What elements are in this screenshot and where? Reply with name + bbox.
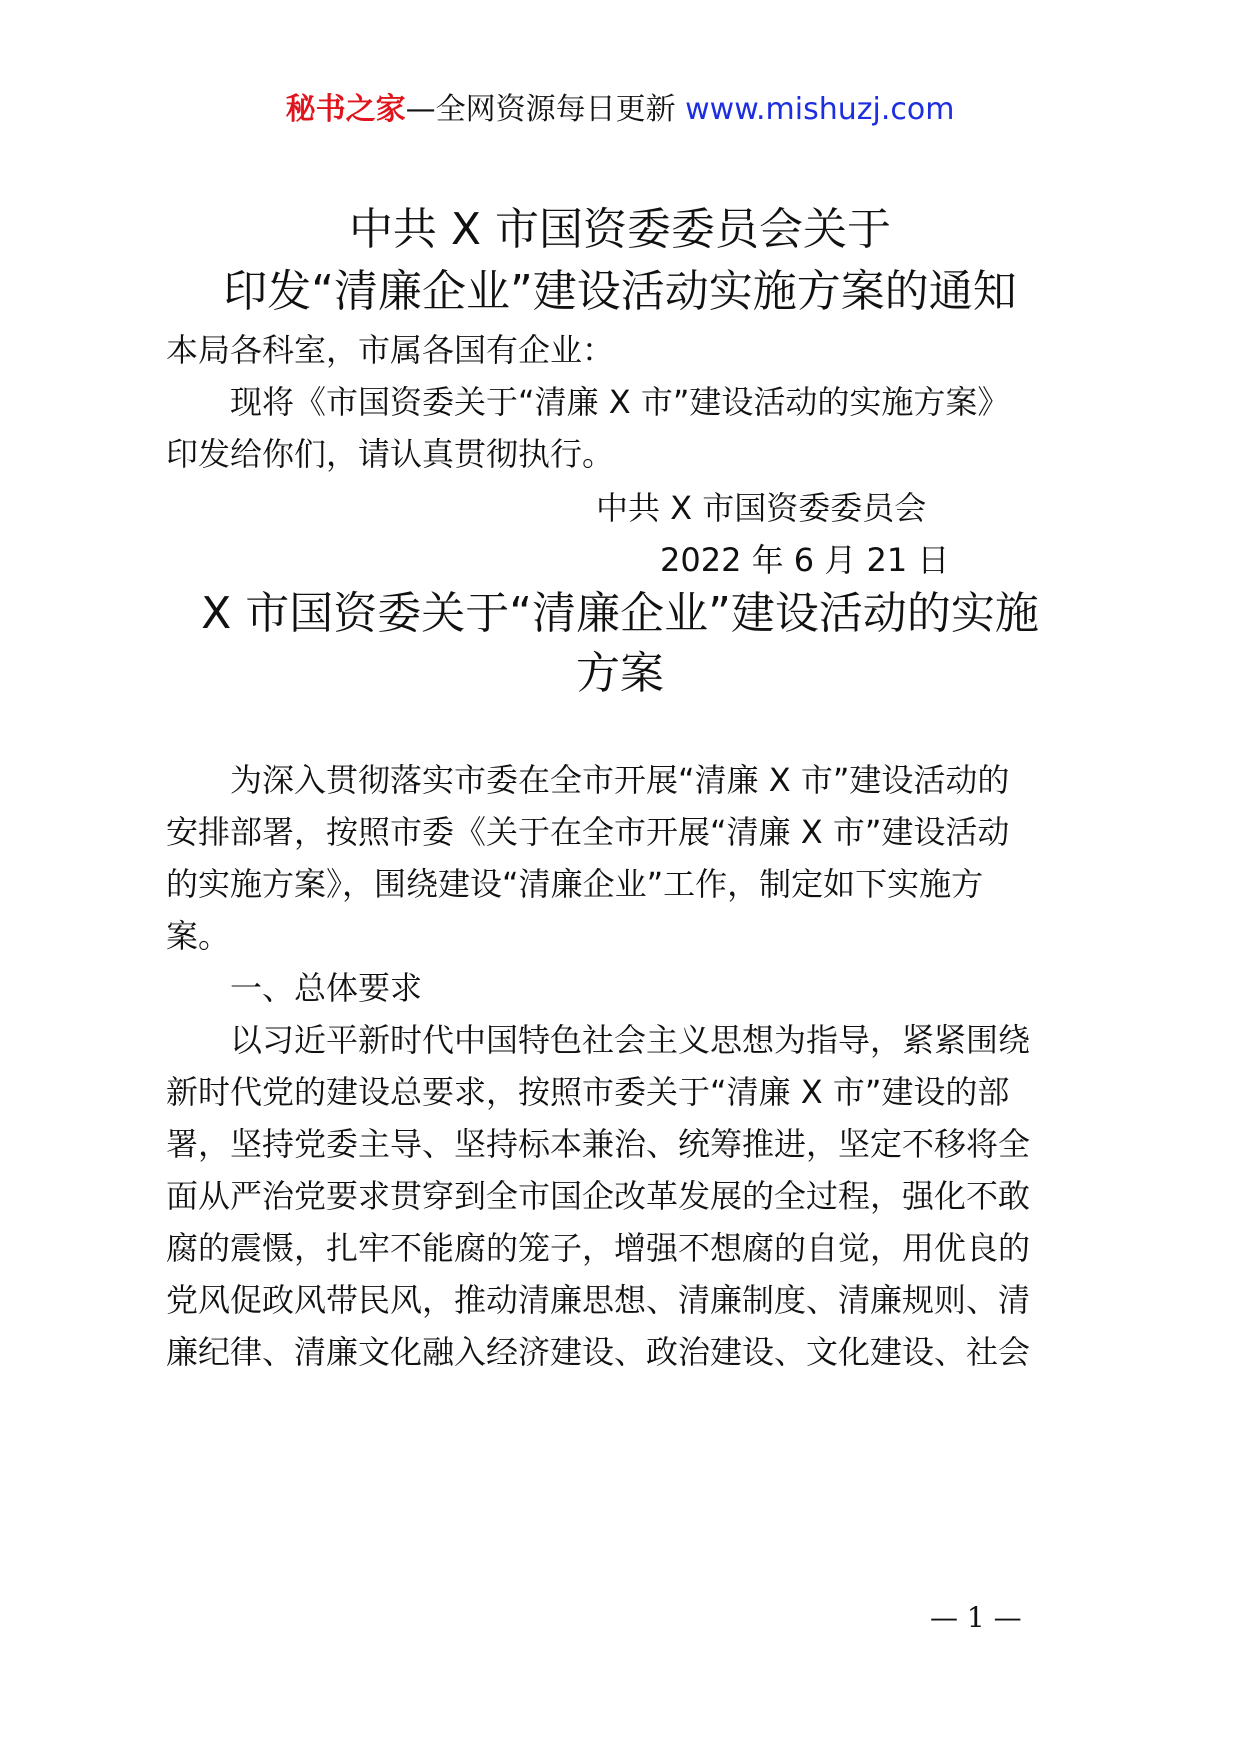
plan-intro-line-3: 的实施方案》，围绕建设“清廉企业”工作，制定如下实施方 — [166, 865, 984, 903]
plan-intro-line-2: 安排部署，按照市委《关于在全市开展“清廉 X 市”建设活动 — [166, 813, 1010, 851]
section-1-line-1: 以习近平新时代中国特色社会主义思想为指导，紧紧围绕 — [230, 1021, 1031, 1059]
notice-date: 2022 年 6 月 21 日 — [660, 541, 950, 579]
plan-intro-line-1: 为深入贯彻落实市委在全市开展“清廉 X 市”建设活动的 — [230, 761, 1010, 799]
plan-title-line-1: X 市国资委关于“清廉企业”建设活动的实施 — [201, 588, 1039, 639]
notice-title-line-2: 印发“清廉企业”建设活动实施方案的通知 — [223, 266, 1017, 317]
notice-body-line-1: 现将《市国资委关于“清廉 X 市”建设活动的实施方案》 — [230, 383, 1010, 421]
section-1-line-6: 党风促政风带民风，推动清廉思想、清廉制度、清廉规则、清 — [166, 1281, 1031, 1319]
site-header — [0, 90, 1240, 130]
notice-title-line-1: 中共 X 市国资委委员会关于 — [348, 204, 892, 255]
section-1-line-5: 腐的震慑，扎牢不能腐的笼子，增强不想腐的自觉，用优良的 — [166, 1229, 1031, 1267]
header-tagline: —全网资源每日更新 — [405, 92, 686, 127]
section-1-heading: 一、总体要求 — [230, 969, 423, 1007]
page-number: — 1 — — [930, 1601, 1022, 1634]
section-1-line-3: 署，坚持党委主导、坚持标本兼治、统筹推进，坚定不移将全 — [166, 1125, 1031, 1163]
notice-body-line-2: 印发给你们，请认真贯彻执行。 — [166, 435, 615, 473]
brand-name: 秘书之家 — [285, 92, 406, 127]
plan-intro-line-4: 案。 — [166, 917, 231, 955]
notice-recipients: 本局各科室，市属各国有企业： — [166, 331, 615, 369]
section-1-line-4: 面从严治党要求贯穿到全市国企改革发展的全过程，强化不敢 — [166, 1177, 1031, 1215]
section-1-line-7: 廉纪律、清廉文化融入经济建设、政治建设、文化建设、社会 — [166, 1333, 1031, 1371]
plan-title-line-2: 方案 — [576, 648, 664, 699]
notice-issuer: 中共 X 市国资委委员会 — [596, 489, 927, 527]
section-1-line-2: 新时代党的建设总要求，按照市委关于“清廉 X 市”建设的部 — [166, 1073, 1010, 1111]
site-url-link[interactable]: www.mishuzj.com — [685, 92, 955, 127]
